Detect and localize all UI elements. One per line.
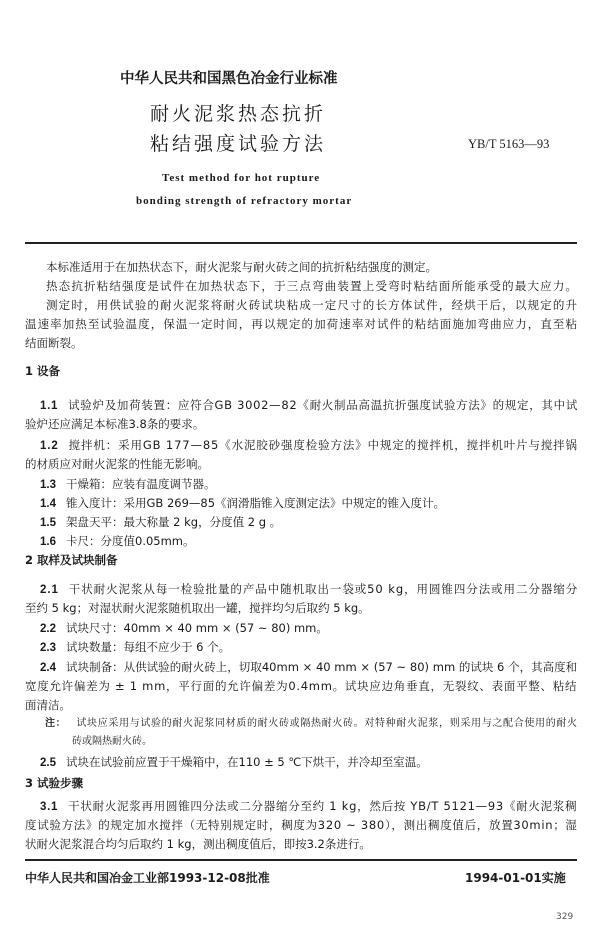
clause-text: 试验炉及加荷装置：应符合GB 3002—82《耐火制品高温抗折强度试验方法》的规定，其中试 <box>68 398 579 412</box>
intro-paragraph-line: 热态抗折粘结强度是试件在加热状态下，于三点弯曲装置上受弯时粘结面所能承受的最大应力。 <box>46 279 579 293</box>
english-title-line-2: bonding strength of refractory mortar <box>136 195 353 207</box>
clause-line <box>40 515 281 530</box>
clause-line: 验炉还应满足本标准3.8条的要求。 <box>25 417 205 431</box>
clause-number: 1.2 <box>40 440 59 452</box>
clause-text: 架盘天平：最大称量 2 kg，分度值 2 g 。 <box>66 515 282 529</box>
section-heading: 1 设备 <box>25 364 61 378</box>
clause-number: 2.3 <box>40 642 56 654</box>
section-heading: 3 试验步骤 <box>25 776 84 790</box>
footer-rule <box>25 859 577 861</box>
clause-number: 2.4 <box>40 662 57 674</box>
clause-number: 1.6 <box>40 536 56 548</box>
clause-line <box>40 660 577 675</box>
clause-line: 度试验方法》的规定加水搅拌（无特别规定时，稠度为320 ~ 380），测出稠度值后，放置30min；湿 <box>25 818 578 832</box>
clause-text: 试块在试验前应置于干燥箱中，在110 ± 5 ℃下烘干，并冷却至室温。 <box>66 755 428 769</box>
clause-line <box>40 582 578 597</box>
clause-number: 1.4 <box>40 498 56 510</box>
clause-line <box>40 640 230 655</box>
clause-text: 卡尺：分度值0.05mm。 <box>66 534 195 548</box>
clause-line <box>40 496 445 511</box>
header-rule <box>25 242 577 244</box>
clause-line: 宽度允许偏差为 ± 1 mm，平行面的允许偏差为0.4mm。试块应边角垂直，无裂纹、表面平整、粘结 <box>25 679 578 693</box>
clause-number: 1.5 <box>40 517 56 529</box>
clause-number: 2.5 <box>40 757 56 769</box>
clause-number: 2.2 <box>40 623 56 635</box>
note-line: 砖或隔热耐火砖。 <box>72 736 152 747</box>
intro-paragraph-line: 结面断裂。 <box>25 336 83 350</box>
effective-date: 1994-01-01实施 <box>465 871 566 885</box>
approval-line: 中华人民共和国冶金工业部1993-12-08批准 <box>25 871 270 885</box>
clause-line <box>40 398 578 413</box>
intro-paragraph-line: 温速率加热至试验温度，保温一定时间，再以规定的加荷速率对试件的粘结面施加弯曲应力，直至粘 <box>25 317 579 331</box>
clause-line <box>40 534 195 549</box>
english-title-line-1: Test method for hot rupture <box>162 172 321 184</box>
clause-line <box>40 799 577 814</box>
clause-line: 的材质应对耐火泥浆的性能无影响。 <box>25 457 209 471</box>
clause-number: 3.1 <box>40 801 59 813</box>
page-number: 329 <box>556 912 574 922</box>
standard-code: YB/T 5163—93 <box>468 137 550 151</box>
clause-text: 锥入度计：采用GB 269—85《润滑脂锥入度测定法》中规定的锥入度计。 <box>66 496 446 510</box>
section-heading: 2 取样及试块制备 <box>25 553 118 567</box>
document-title-line-2: 粘结强度试验方法 <box>150 133 327 155</box>
clause-line <box>40 477 216 492</box>
clause-line: 至约 5 kg；对湿状耐火泥浆随机取出一罐，搅拌均匀后取约 5 kg。 <box>25 601 370 615</box>
clause-text: 试块数量：每组不应少于 6 个。 <box>66 640 231 654</box>
clause-text: 干状耐火泥浆从每一检验批量的产品中随机取出一袋或50 kg，用圆锥四分法或用二分器缩分 <box>68 582 579 596</box>
clause-line <box>40 755 428 770</box>
publisher-line: 中华人民共和国黑色冶金行业标准 <box>120 71 338 87</box>
intro-paragraph-line: 本标准适用于在加热状态下，耐火泥浆与耐火砖之间的抗折粘结强度的测定。 <box>46 260 437 274</box>
clause-line <box>40 438 578 453</box>
clause-number: 注： <box>45 718 67 729</box>
clause-text: 试块尺寸：40mm × 40 mm × (57 ~ 80) mm。 <box>66 621 328 635</box>
clause-line <box>40 621 328 636</box>
document-title-line-1: 耐火泥浆热态抗折 <box>150 103 327 125</box>
clause-text: 搅拌机：采用GB 177—85《水泥胶砂强度检验方法》中规定的搅拌机，搅拌机叶片与搅拌锅 <box>68 438 578 452</box>
intro-paragraph-line: 测定时，用供试验的耐火泥浆将耐火砖试块粘成一定尺寸的长方体试件，经烘干后，以规定的升 <box>46 298 579 312</box>
note-line <box>45 717 578 731</box>
clause-text: 试块制备：从供试验的耐火砖上，切取40mm × 40 mm × (57 ~ 80) mm 的试块 6 个，其高度和 <box>66 660 578 674</box>
clause-number: 1.1 <box>40 400 59 412</box>
clause-text: 干状耐火泥浆再用圆锥四分法或二分器缩分至约 1 kg，然后按 YB/T 5121—93《耐火泥浆稠 <box>68 799 578 813</box>
clause-line: 状耐火泥浆混合均匀后取约 1 kg，测出稠度值后，即按3.2条进行。 <box>25 837 371 851</box>
clause-number: 1.3 <box>40 479 56 491</box>
clause-text: 干燥箱：应装有温度调节器。 <box>66 477 216 491</box>
clause-text: 试块应采用与试验的耐火泥浆同材质的耐火砖或隔热耐火砖。对特种耐火泥浆，则采用与之配合使用的耐火 <box>76 718 578 729</box>
clause-number: 2.1 <box>40 584 59 596</box>
clause-line: 面清洁。 <box>25 698 71 712</box>
